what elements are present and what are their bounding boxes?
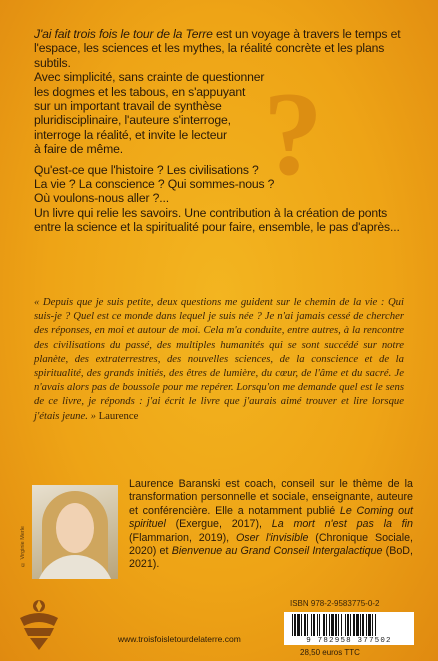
intro-lead-rest: est un voyage à travers le temps et l'espace, les sciences et les mythes, la réalité concrète et les plans subtils.	[34, 27, 401, 70]
question-mark-decoration: ?	[263, 67, 323, 200]
barcode-bar	[317, 614, 318, 636]
intro-line: interroge la réalité, et invite le lecteur	[34, 127, 227, 142]
barcode-bar	[323, 614, 325, 636]
barcode-bar	[338, 614, 339, 636]
barcode-bar	[375, 614, 376, 636]
barcode-bar	[345, 614, 346, 636]
bio-text: (Flammarion, 2019),	[129, 531, 236, 544]
barcode-bar	[331, 614, 334, 636]
intro-lead	[34, 27, 414, 70]
barcode-bar	[356, 614, 359, 636]
barcode-bar	[362, 614, 364, 636]
intro-line: à faire de même.	[34, 142, 124, 157]
barcode-bar	[304, 614, 306, 636]
barcode-bar	[347, 614, 349, 636]
bio-book-title: Bienvenue au Grand Conseil Intergalactique	[171, 545, 383, 558]
barcode-bar	[350, 614, 351, 636]
barcode-bar	[326, 614, 327, 636]
publisher-emblem-icon	[14, 596, 64, 652]
barcode-bar	[329, 614, 330, 636]
barcode-bar	[313, 614, 315, 636]
barcode-bar	[292, 614, 293, 636]
question-line: Qu'est-ce que l'histoire ? Les civilisations ?	[34, 162, 259, 177]
barcode-bar	[294, 614, 296, 636]
barcode-bar	[301, 614, 302, 636]
barcode-bar	[366, 614, 367, 636]
barcode-bar	[341, 614, 342, 636]
barcode-bar	[353, 614, 355, 636]
bio-text: (BoD, 2021).	[129, 545, 413, 571]
barcode-number: 9 782958 377502	[284, 637, 414, 645]
intro-para2	[34, 70, 322, 156]
author-photo	[32, 485, 118, 579]
bio-book-title: La mort n'est pas la fin	[271, 518, 413, 531]
intro-line: Avec simplicité, sans crainte de questionner	[34, 70, 265, 85]
question-line: Où voulons-nous aller ?...	[34, 191, 169, 206]
intro-line: sur un important travail de synthèse	[34, 99, 222, 114]
intro-text	[34, 27, 414, 235]
barcode-bar	[307, 614, 308, 636]
intro-line: les dogmes et les tabous, en s'appuyant	[34, 84, 246, 99]
intro-questions	[34, 163, 414, 206]
author-bio	[129, 478, 413, 572]
quote-text: « Depuis que je suis petite, deux questions me guident sur le chemin de la vie : Qui suis-je ? Quel est ce monde dans lequel je suis née ? Je n'ai jamais cessé de chercher des réponses, en moi et autour de moi. Cela m'a conduite, entre autres, à la rencontre des civilisations du passé, des multiples humanités qui se sont succédé sur notre planète, des extraterrestres, des nouvelles sciences, de la conscience et de la spiritualité, des grands initiés, des êtres de lumière, du cœur, de l'âme et du sacré. Je n'avais alors pas de boussole pour me repérer. Lorsqu'on me demande quel est le sens de ce livre, je réponds : j'ai écrit le livre que j'aurais aimé trouver et lire lorsque j'étais jeune. »	[34, 296, 404, 422]
book-title-italic: J'ai fait trois fois le tour de la Terre	[34, 27, 213, 41]
barcode-bar	[297, 614, 300, 636]
barcode-bar	[368, 614, 371, 636]
quote-signature: Laurence	[98, 409, 139, 422]
barcode-bar	[311, 614, 312, 636]
barcode-bar	[372, 614, 373, 636]
photo-credit: © Virginie Merle	[20, 526, 26, 568]
isbn: ISBN 978-2-9583775-0-2	[290, 599, 380, 608]
website[interactable]: www.troisfoisletourdelaterre.com	[118, 634, 241, 644]
barcode-bar	[335, 614, 337, 636]
price: 28,50 euros TTC	[300, 648, 360, 657]
bio-text: Laurence Baranski est coach, conseil sur le thème de la transformation personnelle et sociale, enseignante, auteure et conférencière. Elle a notamment publié	[129, 478, 413, 517]
author-quote	[34, 295, 404, 423]
barcode-bar	[360, 614, 361, 636]
barcode-bar	[319, 614, 320, 636]
intro-line: pluridisciplinaire, l'auteure s'interroge,	[34, 113, 231, 128]
bio-book-title: Oser l'invisible	[235, 531, 309, 544]
bio-text: (Exergue, 2017),	[165, 518, 272, 531]
bio-text: (Chronique Sociale, 2020) et	[129, 531, 413, 558]
question-line: La vie ? La conscience ? Qui sommes-nous ?	[34, 177, 275, 192]
bio-book-title: Le Coming out spirituel	[129, 504, 413, 531]
intro-closing: Un livre qui relie les savoirs. Une contribution à la création de ponts entre la science et la spiritualité pour faire, ensemble, le pas d'après...	[34, 205, 400, 235]
